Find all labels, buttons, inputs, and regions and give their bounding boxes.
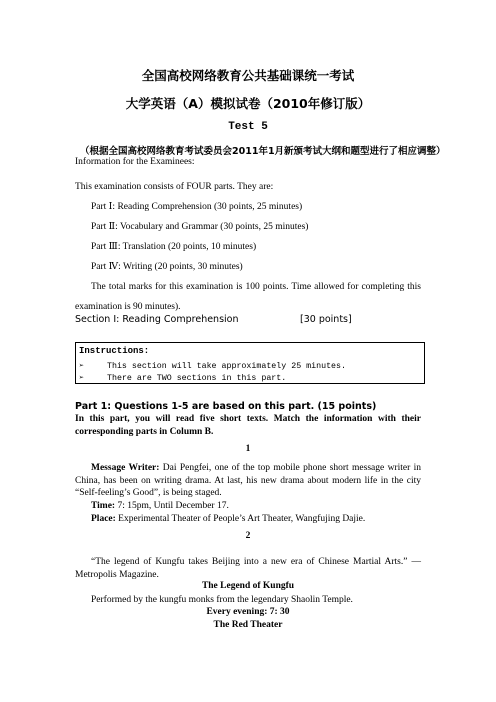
arrow-bullet-icon: ➢ <box>79 374 84 383</box>
text-2-show-title: The Legend of Kungfu <box>201 581 295 591</box>
info-heading: Information for the Examinees: <box>75 157 195 167</box>
instruction-item: ➢ This section will take approximately 25 minutes. <box>79 362 346 371</box>
text-1-paragraph: Message Writer: Dai Pengfei, one of the top mobile phone short message writer in China, has been on writing drama. At last, his new drama about modern life in the city “Self-feeling’s Good”, is being staged. <box>75 463 421 498</box>
total-marks-paragraph <box>75 277 421 317</box>
text-1-place: Place: Experimental Theater of People’s Art Theater, Wangfujing Dajie. <box>91 514 366 524</box>
instruction-item: ➢ There are TWO sections in this part. <box>79 374 287 383</box>
part-4-line: Part Ⅳ: Writing (20 points, 30 minutes) <box>91 262 243 272</box>
text-2-schedule: Every evening: 7: 30 <box>206 607 290 617</box>
text-1-time: Time: 7: 15pm, Until December 17. <box>91 501 229 511</box>
part-1-line: Part Ⅰ: Reading Comprehension (30 points, 25 minutes) <box>91 202 303 212</box>
text-1-number: 1 <box>245 444 251 454</box>
section-1-points: [30 points] <box>300 314 352 325</box>
info-intro: This examination consists of FOUR parts. They are: <box>75 182 274 192</box>
exam-main-title: 全国高校网络教育公共基础课统一考试 <box>141 68 355 83</box>
text-2-venue: The Red Theater <box>213 620 283 630</box>
text-2-description: Performed by the kungfu monks from the legendary Shaolin Temple. <box>91 595 353 605</box>
part-1-directions: In this part, you will read five short texts. Match the information with their corresponding parts in Column B. <box>75 414 421 437</box>
revision-note: （根据全国高校网络教育考试委员会2011年1月新颁考试大纲和题型进行了相应调整） <box>80 146 446 157</box>
part-1-heading: Part 1: Questions 1-5 are based on this part. (15 points) <box>75 401 377 412</box>
instructions-box <box>75 342 425 384</box>
section-1-heading: Section I: Reading Comprehension <box>75 314 239 325</box>
arrow-bullet-icon: ➢ <box>79 362 84 371</box>
text-2-quote: “The legend of Kungfu takes Beijing into a new era of Chinese Martial Arts.” — Metropolis Magazine. <box>75 557 421 580</box>
total-marks-line-2: examination is 90 minutes). <box>75 302 181 312</box>
exam-subtitle: 大学英语（A）模拟试卷（2010年修订版） <box>125 96 371 111</box>
total-marks-line-1: The total marks for this examination is 100 points. Time allowed for completing this <box>91 282 421 292</box>
text-2-number: 2 <box>245 531 251 541</box>
instructions-title: Instructions: <box>79 346 150 356</box>
part-3-line: Part Ⅲ: Translation (20 points, 10 minutes) <box>91 242 257 252</box>
test-number: Test 5 <box>228 121 268 133</box>
part-2-line: Part Ⅱ: Vocabulary and Grammar (30 points, 25 minutes) <box>91 222 309 232</box>
